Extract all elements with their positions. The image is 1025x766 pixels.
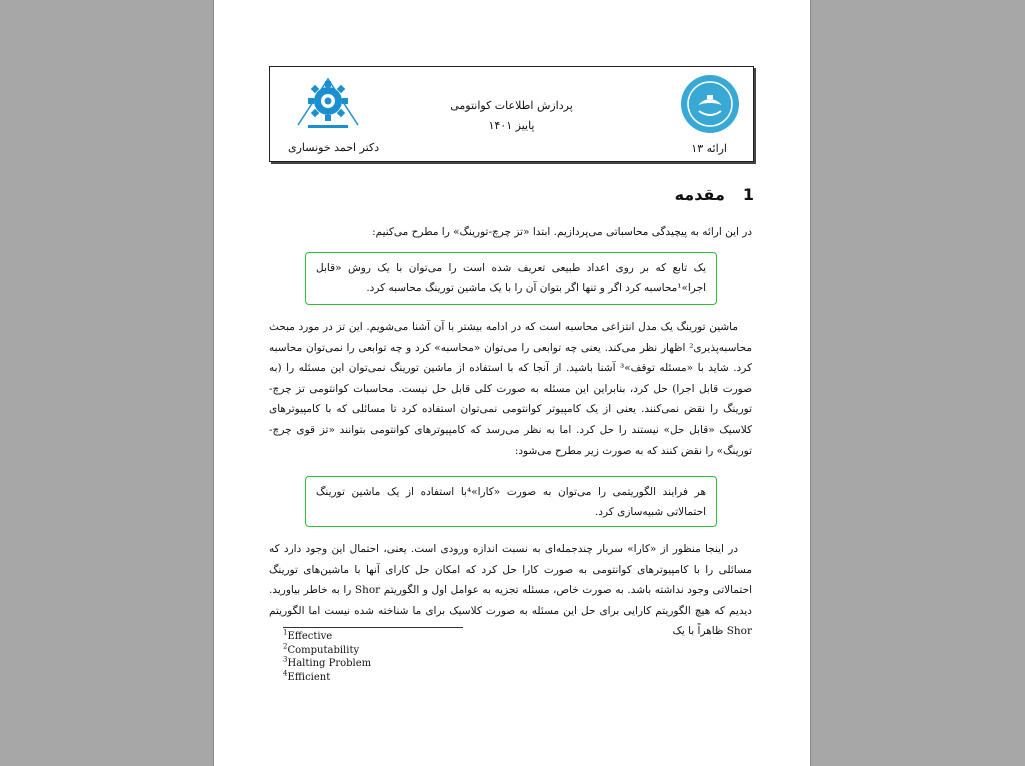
document-page [213, 0, 811, 766]
para3-text: در اینجا منظور از «کارا» سربار چندجمله‌ای به نسبت اندازه ورودی است. یعنی، احتمال این وجود دارد که مسائلی را با کامپیوترهای کوانتومی به صورت کارا حل کرد که امکان حل کارای آنها با ماشین‌های تورینگ احتمالاتی وجود نداشته باشد. به صورت خاص، مسئله تجزیه به عوامل اول و الگوریتم Shor را به خاطر بیاورید. دیدیم که هیچ الگوریتم کارایی برای حل این مسئله به صورت کلاسیک برای ما شناخته شده نیست اما الگوریتم Shor ظاهراً با یک [269, 543, 752, 638]
body-paragraph-2 [269, 317, 752, 461]
footnote-rule [283, 627, 463, 628]
course-term: پاییز ۱۴۰۱ [488, 119, 535, 132]
section-title: مقدمه [674, 185, 725, 204]
footnote-4: $^4$Efficient [283, 669, 331, 683]
footnote-3: $^3$Halting Problem [283, 655, 372, 670]
course-title: پردازش اطلاعات کوانتومی [450, 99, 573, 112]
footnote-2: $^2$Computability [283, 642, 360, 656]
intro-paragraph [269, 222, 752, 243]
lecture-header [269, 66, 754, 162]
strong-church-turing-box [305, 476, 717, 527]
section-heading [675, 185, 754, 204]
para2-text: ماشین تورینگ یک مدل انتزاعی محاسبه است که در ادامه بیشتر با آن آشنا می‌شویم. این تز در مورد مبحث محاسبه‌پذیری² اظهار نظر می‌کند. یعنی چه توابعی را می‌توان «محاسبه» کرد و چه توابعی را نمی‌توان محاسبه کرد. شاید با «مسئله توقف»³ آشنا باشید. از آنجا که با استفاده از ماشین تورینگ نمی‌توان این مسئله را (به صورت قابل اجرا) حل کرد، بنابراین این مسئله به صورت کلی قابل حل نیست. محاسبات کوانتومی تز چرچ-تورینگ را نقض نمی‌کنند. یعنی از یک کامپیوتر کوانتومی نمی‌توان استفاده کرد تا مسائلی که با کامپیوترهای کلاسیک «قابل حل» نیستند را حل کرد. اما به نظر می‌رسد که کامپیوترهای کوانتومی بتوانند «تز قوی چرچ-تورینگ» را نقض کنند که به صورت زیر مطرح می‌شود: [269, 321, 753, 457]
intro-line: در این ارائه به پیچیدگی محاسباتی می‌پردازیم. ابتدا «تز چرچ-تورینگ» را مطرح می‌کنیم: [372, 226, 752, 238]
lecture-number: ارائه ۱۳ [691, 142, 727, 155]
box2-text: هر فرایند الگوریتمی را می‌توان به صورت «کارا»⁴با استفاده از یک ماشین تورینگ احتمالاتی شبیه‌سازی کرد. [316, 486, 706, 518]
church-turing-thesis-box [305, 252, 717, 305]
footnote-1: $^1$Effective [283, 628, 333, 642]
box1-text: یک تابع که بر روی اعداد طبیعی تعریف شده است را می‌توان با یک روش «قابل اجرا»¹محاسبه کرد اگر و تنها اگر بتوان آن را با یک ماشین تورینگ محاسبه کرد. [316, 262, 706, 294]
section-number: 1 [742, 185, 754, 204]
footnotes [283, 630, 371, 684]
professor-name: دکتر احمد خونساری [288, 141, 380, 154]
